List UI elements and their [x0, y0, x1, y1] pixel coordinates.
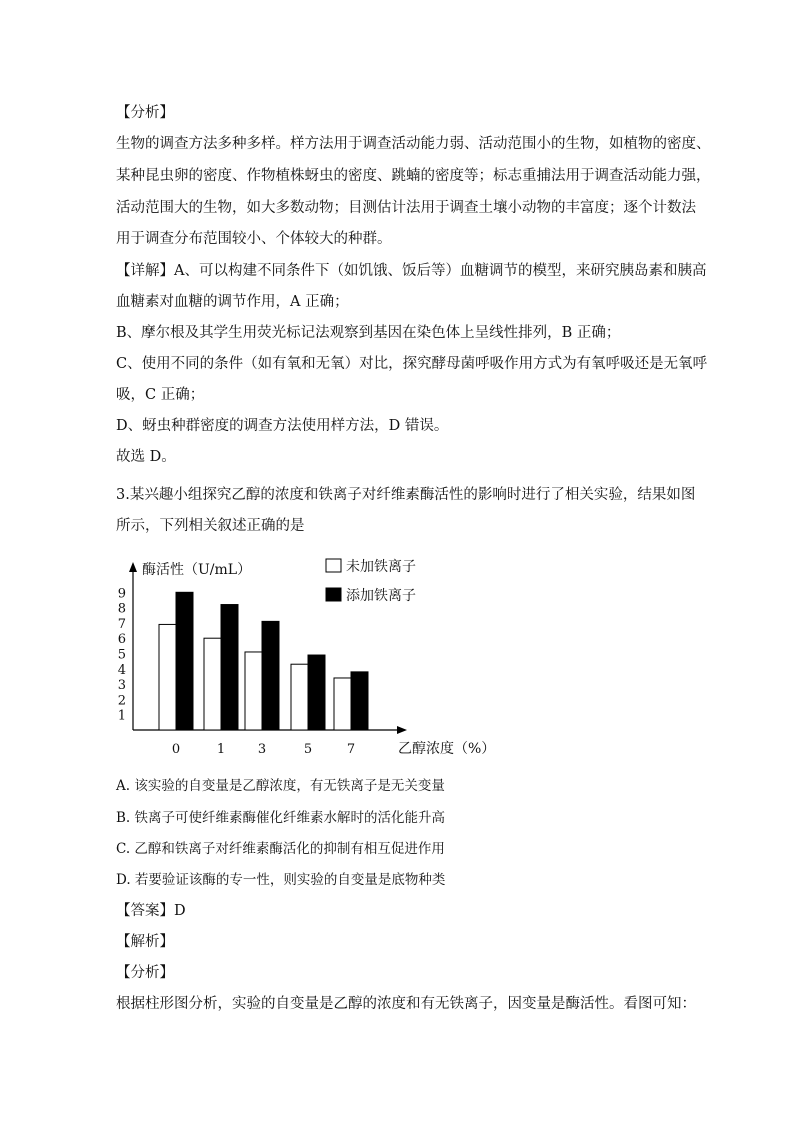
y-tick-label: 4: [117, 662, 126, 678]
x-tick-label: 5: [303, 742, 313, 757]
analysis-line: 活动范围大的生物，如大多数动物；目测估计法用于调查土壤小动物的丰富度；逐个计数法: [116, 200, 696, 216]
y-tick-label: 7: [117, 616, 126, 632]
question-line: 3.某兴趣小组探究乙醇的浓度和铁离子对纤维素酶活性的影响时进行了相关实验，结果如图: [116, 487, 696, 503]
bar-no-iron: [159, 624, 176, 730]
detail-line: B、摩尔根及其学生用荧光标记法观察到基因在染色体上呈线性排列，B 正确；: [116, 325, 621, 341]
y-tick-label: 5: [117, 647, 126, 663]
bar-no-iron: [334, 678, 351, 730]
y-tick-label: 1: [117, 708, 126, 724]
x-axis-label: 乙醇浓度（%）: [398, 741, 496, 757]
bar-no-iron: [291, 664, 308, 730]
detail-line: 【详解】A、可以构建不同条件下（如饥饿、饭后等）血糖调节的模型，来研究胰岛素和胰高: [116, 263, 707, 279]
y-tick-label: 8: [117, 601, 126, 617]
x-axis-arrow: [397, 726, 407, 734]
legend-label-no-iron: 未加铁离子: [346, 559, 416, 575]
option-c: C. 乙醇和铁离子对纤维素酶活化的抑制有相互促进作用: [116, 841, 445, 857]
bar-iron: [176, 592, 193, 730]
bar-iron: [262, 621, 279, 730]
bar-chart: [110, 550, 496, 765]
detail-line: 故选 D。: [116, 449, 176, 465]
answer: 【答案】D: [116, 903, 186, 919]
detail-line: 血糖素对血糖的调节作用，A 正确；: [116, 294, 349, 310]
parse-heading: 【解析】: [116, 934, 174, 950]
legend-swatch-iron: [326, 588, 341, 601]
option-d: D. 若要验证该酶的专一性，则实验的自变量是底物种类: [116, 872, 446, 888]
option-b: B. 铁离子可使纤维素酶催化纤维素水解时的活化能升高: [116, 810, 446, 826]
analysis-heading-2: 【分析】: [116, 965, 174, 981]
bar-iron: [221, 605, 238, 730]
x-tick-label: 0: [171, 742, 181, 757]
bar-no-iron: [204, 638, 221, 730]
bar-no-iron: [245, 652, 262, 730]
y-tick-label: 3: [117, 678, 126, 694]
analysis-heading: 【分析】: [116, 105, 174, 121]
y-tick-label: 9: [117, 586, 126, 602]
analysis-line: 某种昆虫卵的密度、作物植株蚜虫的密度、跳蝻的密度等；标志重捕法用于调查活动能力强，: [116, 168, 711, 184]
x-tick-label: 1: [216, 742, 226, 757]
analysis-line-2: 根据柱形图分析，实验的自变量是乙醇的浓度和有无铁离子，因变量是酶活性。看图可知：: [116, 996, 696, 1012]
x-tick-label: 3: [257, 742, 267, 757]
y-axis-label: 酶活性（U/mL）: [142, 562, 252, 578]
y-axis-arrow: [129, 562, 137, 572]
bar-iron: [351, 672, 368, 730]
detail-line: 吸，C 正确；: [116, 387, 205, 403]
detail-line: C、使用不同的条件（如有氧和无氧）对比，探究酵母菌呼吸作用方式为有氧呼吸还是无氧呼: [116, 356, 708, 372]
x-tick-label: 7: [346, 742, 356, 757]
detail-line: D、蚜虫种群密度的调查方法使用样方法，D 错误。: [116, 418, 449, 434]
legend-label-iron: 添加铁离子: [346, 588, 416, 604]
legend-swatch-no-iron: [326, 559, 341, 572]
y-tick-label: 2: [117, 693, 126, 709]
bar-iron: [308, 655, 325, 730]
analysis-line: 用于调查分布范围较小、个体较大的种群。: [116, 231, 392, 247]
analysis-line: 生物的调查方法多种多样。样方法用于调查活动能力弱、活动范围小的生物，如植物的密度、: [116, 136, 711, 152]
option-a: A. 该实验的自变量是乙醇浓度，有无铁离子是无关变量: [116, 778, 445, 794]
y-tick-label: 6: [117, 632, 126, 648]
question-line: 所示，下列相关叙述正确的是: [116, 518, 305, 534]
